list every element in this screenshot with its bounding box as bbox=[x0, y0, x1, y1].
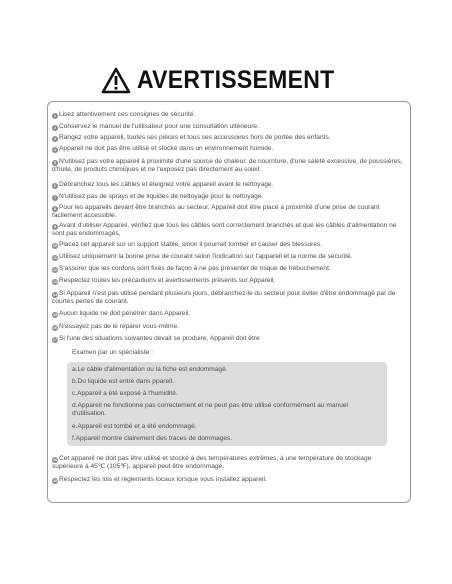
list-item bbox=[52, 290, 404, 306]
list-item bbox=[52, 145, 404, 153]
sub-list-item: e.Appareil est tombé et a été endommagé. bbox=[72, 423, 197, 430]
item-number-badge: 7 bbox=[54, 196, 56, 200]
sub-list-item: c.Appareil a été exposé à l'humidité. bbox=[72, 390, 178, 397]
item-number-badge: 13 bbox=[53, 280, 57, 284]
list-item-text: Conservez le manuel de l'utilisateur pour une consultation ultérieure. bbox=[59, 123, 259, 130]
list-item bbox=[52, 323, 404, 331]
list-item bbox=[52, 204, 404, 220]
item-number-badge: 19 bbox=[53, 479, 57, 483]
list-item-text: Placez cet appareil sur un support stable, sinon il pourrait tomber et causer des blessures. bbox=[59, 241, 323, 248]
sub-list-item: f.Appareil montre clairement des traces de dommages. bbox=[72, 435, 233, 442]
list-item-text: Appareil ne doit pas être utilisé et stocké dans un environnement humide. bbox=[59, 145, 274, 152]
list-item-text: Avant d'utiliser Appareil, vérifiez que tous les câbles sont correctement branchés et que les câbles d'alimentation ne sont pas endommagés. bbox=[52, 222, 397, 237]
list-item bbox=[52, 111, 404, 119]
sub-list-item: d.Appareil ne fonctionne pas correctement et ne peut pas être utilisé conformément au manuel d'utilisation. bbox=[72, 402, 349, 417]
item-number-badge: 15 bbox=[53, 313, 57, 317]
item-number-badge: 6 bbox=[54, 184, 56, 188]
list-item bbox=[52, 241, 404, 249]
item-number-badge: 18 bbox=[53, 458, 57, 462]
list-item-text: Pour les appareils devant être branchés au secteur, Appareil doit être placé à proximité d'une prise de courant facilement accessible. bbox=[52, 204, 380, 219]
list-item bbox=[52, 476, 404, 484]
item-number-badge: 8 bbox=[54, 207, 56, 211]
item-number-badge: 2 bbox=[54, 126, 56, 130]
list-item-text: Lisez attentivement ces consignes de sécurité. bbox=[59, 111, 196, 118]
list-item-text: Respectez les lois et règlements locaux lorsque vous installez appareil. bbox=[59, 476, 267, 483]
list-item-text: Aucun liquide ne doit pénétrer dans Appareil. bbox=[59, 310, 191, 317]
item-number-badge: 5 bbox=[54, 161, 56, 165]
item-number-badge: 1 bbox=[54, 114, 56, 118]
list-item-text: Utilisez uniquement la bonne prise de courant selon l'indication sur l'appareil et la norme de sécurité. bbox=[59, 253, 353, 260]
list-item-text: Respectez toutes les précautions et avertissements présents sur Appareil. bbox=[59, 277, 276, 284]
list-item-text: Si Appareil n'est pas utilisé pendant plusieurs jours, débranchez-le du secteur pour éviter d'être endommagé par de courtes pertes de courant. bbox=[52, 290, 396, 305]
list-item-text: S'assurer que les cordons sont fixés de façon à ne pas présenter de risque de trébuchement. bbox=[59, 265, 331, 272]
list-item-text: Rangez votre appareil, toutes ses pièces et tous ses accessoires hors de portée des enfants. bbox=[59, 134, 331, 141]
item-number-badge: 14 bbox=[53, 293, 57, 297]
list-item bbox=[52, 181, 404, 189]
item-number-badge: 4 bbox=[54, 148, 56, 152]
list-item bbox=[52, 253, 404, 261]
list-item-text: N'essayez pas de le réparer vous-même. bbox=[59, 323, 179, 330]
list-item-text: N'utilisez pas votre appareil à proximité d'une source de chaleur, de nourriture, d'une saleté excessive, de poussières, d'huile, de produits chimiques et ne l'exposez pas directement au soleil. bbox=[52, 158, 403, 173]
list-item bbox=[52, 335, 404, 343]
list-item bbox=[52, 134, 404, 142]
list-item bbox=[52, 158, 404, 174]
list-item-text: N'utilisez pas de sprays et de liquides de nettoyage pour le nettoyage. bbox=[59, 193, 264, 200]
list-item-text: Si l'une des situations suivantes devait se produire, Appareil doit être bbox=[59, 335, 260, 342]
item-number-badge: 16 bbox=[53, 326, 57, 330]
item-number-badge: 3 bbox=[54, 137, 56, 141]
list-item bbox=[52, 277, 404, 285]
list-item bbox=[52, 123, 404, 131]
sub-list-item: a.Le câble d'alimentation ou la fiche est endommagé. bbox=[72, 366, 228, 373]
item-number-badge: 11 bbox=[53, 256, 57, 260]
sub-list-item: b.Du liquide est entré dans pparell. bbox=[72, 378, 174, 385]
item-number-badge: 17 bbox=[53, 338, 57, 342]
list-item bbox=[52, 265, 404, 273]
item-number-badge: 9 bbox=[54, 225, 56, 229]
specialist-subheading: Examen par un spécialiste : bbox=[72, 349, 153, 356]
list-item bbox=[52, 455, 404, 471]
list-item-text: Débranchez tous les câbles et éteignez votre appareil avant le nettoyage. bbox=[59, 181, 274, 188]
list-item bbox=[52, 310, 404, 318]
list-item bbox=[52, 222, 404, 238]
item-number-badge: 12 bbox=[53, 268, 57, 272]
warning-triangle-icon bbox=[101, 67, 131, 94]
page-header bbox=[0, 62, 452, 98]
page-title: AVERTISSEMENT bbox=[136, 65, 335, 94]
list-item-text: Cet appareil ne doit pas être utilisé et stocké à des températures extrêmes, à une température de stockage supérieure à 45℃ (105℉), appareil peut être endommagé. bbox=[52, 455, 372, 470]
item-number-badge: 10 bbox=[53, 244, 57, 248]
list-item bbox=[52, 193, 404, 201]
